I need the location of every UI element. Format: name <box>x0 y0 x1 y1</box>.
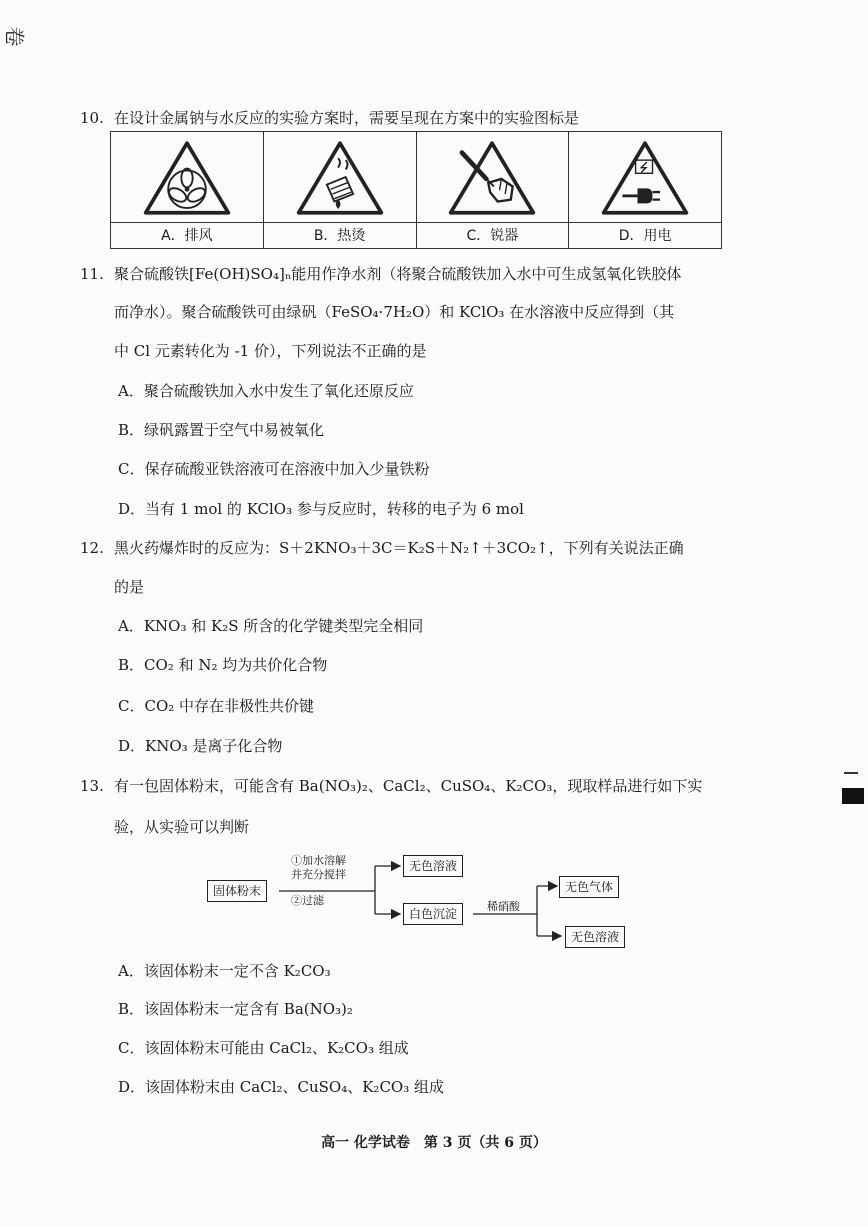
question-11-option-b: B．绿矾露置于空气中易被氧化 <box>118 421 325 439</box>
question-number: 10. <box>80 109 104 127</box>
flow-top-box: 无色溶液 <box>403 855 463 877</box>
question-number: 13. <box>80 777 104 795</box>
flow-step-1b: 并充分搅拌 <box>291 868 346 881</box>
question-11-line-1 <box>80 263 681 285</box>
scan-mark <box>844 772 858 774</box>
flow-step-1a: ①加水溶解 <box>291 854 346 867</box>
question-12-option-c: C．CO₂ 中存在非极性共价键 <box>118 697 315 715</box>
question-11-option-c: C．保存硫酸亚铁溶液可在溶液中加入少量铁粉 <box>118 460 430 478</box>
question-13-option-d: D．该固体粉末由 CaCl₂、CuSO₄、K₂CO₃ 组成 <box>118 1078 445 1096</box>
icon-label-a: A．排风 <box>111 222 264 248</box>
question-13-line-1 <box>80 775 702 797</box>
binding-mark: 卷 <box>2 26 27 47</box>
question-11-line-3: 中 Cl 元素转化为 -1 价），下列说法不正确的是 <box>114 342 427 360</box>
question-13-option-b: B．该固体粉末一定含有 Ba(NO₃)₂ <box>118 1000 353 1018</box>
page-footer: 高一 化学试卷 第 3 页（共 6 页） <box>321 1135 547 1151</box>
icon-cell-c <box>416 132 569 223</box>
flow-step-2: ②过滤 <box>291 894 324 907</box>
question-12-line-2: 的是 <box>114 578 145 596</box>
question-11-option-d: D．当有 1 mol 的 KClO₃ 参与反应时，转移的电子为 6 mol <box>118 500 524 518</box>
question-13-option-a: A．该固体粉末一定不含 K₂CO₃ <box>118 962 331 980</box>
experiment-flowchart <box>207 846 647 950</box>
question-text: 有一包固体粉末，可能含有 Ba(NO₃)₂、CaCl₂、CuSO₄、K₂CO₃，现取样品进行如下实 <box>114 777 703 795</box>
flow-mid-box: 白色沉淀 <box>403 903 463 925</box>
icon-label-b: B．热烫 <box>263 222 416 248</box>
question-12-option-a: A．KNO₃ 和 K₂S 所含的化学键类型完全相同 <box>118 617 424 635</box>
question-number: 12. <box>80 539 104 557</box>
icon-cell-b <box>263 132 416 223</box>
lab-icons-table <box>110 131 722 249</box>
question-text: 聚合硫酸铁[Fe(OH)SO₄]ₙ能用作净水剂（将聚合硫酸铁加入水中可生成氢氧化铁胶体 <box>114 265 682 283</box>
question-number: 11. <box>80 265 104 283</box>
icon-cell-a <box>111 132 264 223</box>
question-10-stem <box>80 107 579 129</box>
icon-label-d: D．用电 <box>569 222 722 248</box>
question-12-line-1 <box>80 537 684 559</box>
question-text: 黑火药爆炸时的反应为：S＋2KNO₃＋3C＝K₂S＋N₂↑＋3CO₂↑，下列有关说法正确 <box>114 539 684 557</box>
question-12-option-d: D．KNO₃ 是离子化合物 <box>118 737 283 755</box>
question-11-line-2: 而净水）。聚合硫酸铁可由绿矾（FeSO₄·7H₂O）和 KClO₃ 在水溶液中反应得到（其 <box>114 303 675 321</box>
question-12-option-b: B．CO₂ 和 N₂ 均为共价化合物 <box>118 656 328 674</box>
question-13-line-2: 验，从实验可以判断 <box>114 818 250 836</box>
question-text: 在设计金属钠与水反应的实验方案时，需要呈现在方案中的实验图标是 <box>114 109 580 127</box>
hot-surface-warning-icon <box>293 137 387 219</box>
scan-mark <box>842 788 864 804</box>
sharp-object-warning-icon <box>445 137 539 219</box>
flow-solution-box: 无色溶液 <box>565 926 625 948</box>
question-13-option-c: C．该固体粉末可能由 CaCl₂、K₂CO₃ 组成 <box>118 1039 409 1057</box>
question-11-option-a: A．聚合硫酸铁加入水中发生了氧化还原反应 <box>118 382 414 400</box>
fan-warning-icon <box>140 137 234 219</box>
icon-cell-d <box>569 132 722 223</box>
flow-gas-box: 无色气体 <box>559 876 619 898</box>
icon-label-c: C．锐器 <box>416 222 569 248</box>
electricity-warning-icon <box>598 137 692 219</box>
flow-start-box: 固体粉末 <box>207 880 267 902</box>
flow-acid-label: 稀硝酸 <box>487 900 520 913</box>
